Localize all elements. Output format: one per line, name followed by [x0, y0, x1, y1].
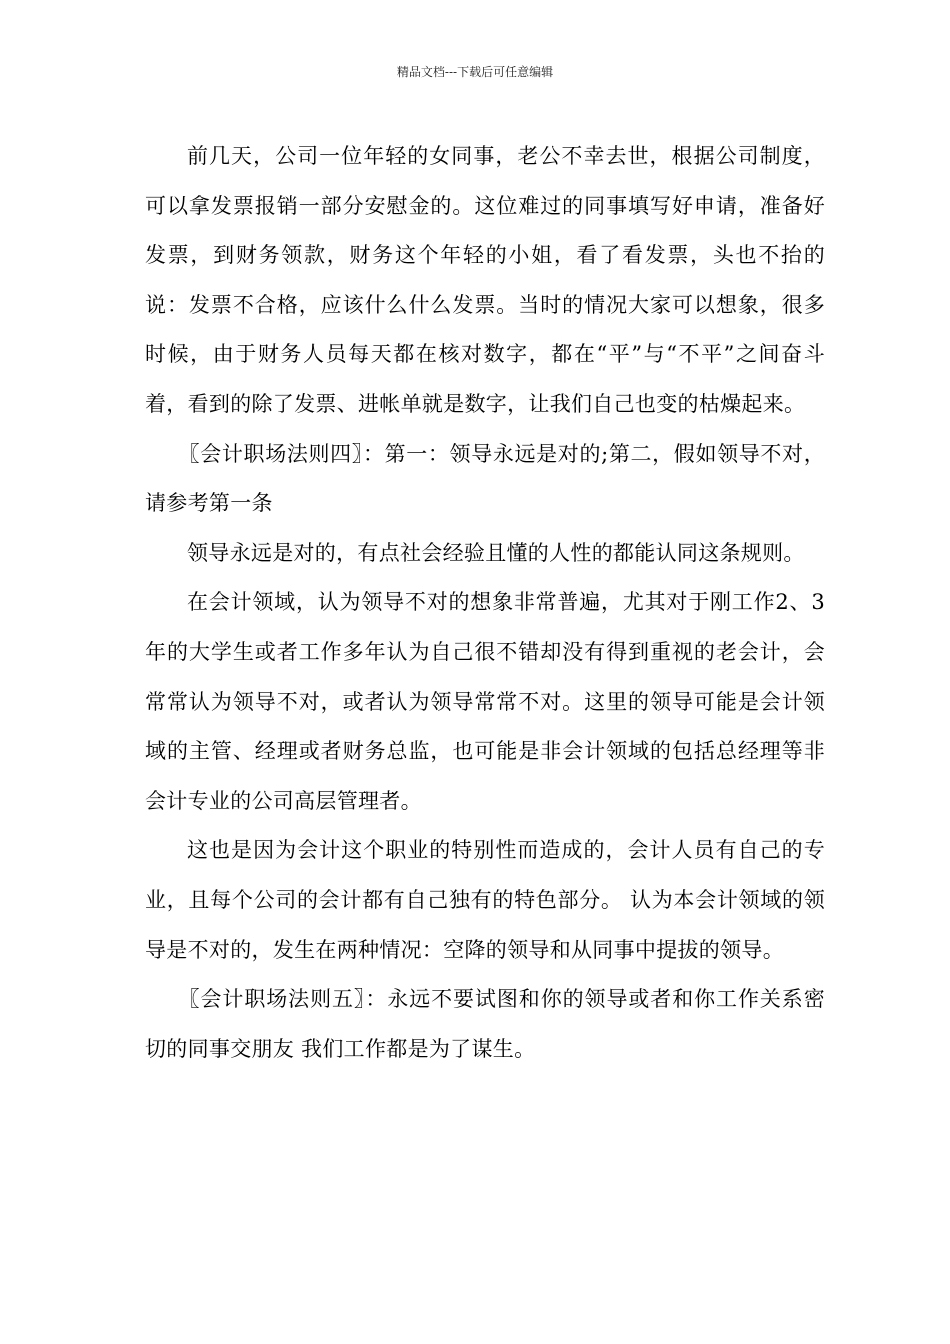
paragraph-leader-always-right: 领导永远是对的，有点社会经验且懂的人性的都能认同这条规则。	[187, 540, 805, 565]
paragraph-profession-specialty: 这也是因为会计这个职业的特别性而造成的，会计人员有自己的专业，且每个公司的会计都有自己独有的特色部分。 认为本会计领域的领导是不对的，发生在两种情况：空降的领导和从同事中提拔的领导。	[145, 838, 825, 962]
document-body	[145, 132, 825, 1074]
paragraph-accounting-field: 在会计领域，认为领导不对的想象非常普遍，尤其对于刚工作2、3年的大学生或者工作多年认为自己很不错却没有得到重视的老会计，会常常认为领导不对，或者认为领导常常不对。这里的领导可能是会计领域的主管、经理或者财务总监，也可能是非会计领域的包括总经理等非会计专业的公司高层管理者。	[145, 590, 825, 813]
paragraph-story: 前几天，公司一位年轻的女同事，老公不幸去世，根据公司制度，可以拿发票报销一部分安慰金的。这位难过的同事填写好申请，准备好发票，到财务领款，财务这个年轻的小姐，看了看发票，头也不抬的说：发票不合格，应该什么什么发票。当时的情况大家可以想象，很多时候，由于财务人员每天都在核对数字，都在“平”与“不平”之间奋斗着，看到的除了发票、进帐单就是数字，让我们自己也变的枯燥起来。	[145, 144, 825, 416]
paragraph-rule-five: 〖会计职场法则五〗：永远不要试图和你的领导或者和你工作关系密切的同事交朋友 我们工作都是为了谋生。	[145, 987, 825, 1061]
paragraph-rule-four: 〖会计职场法则四〗：第一：领导永远是对的;第二，假如领导不对，请参考第一条	[145, 441, 825, 516]
page-header: 精品文档---下载后可任意编辑	[396, 65, 554, 79]
